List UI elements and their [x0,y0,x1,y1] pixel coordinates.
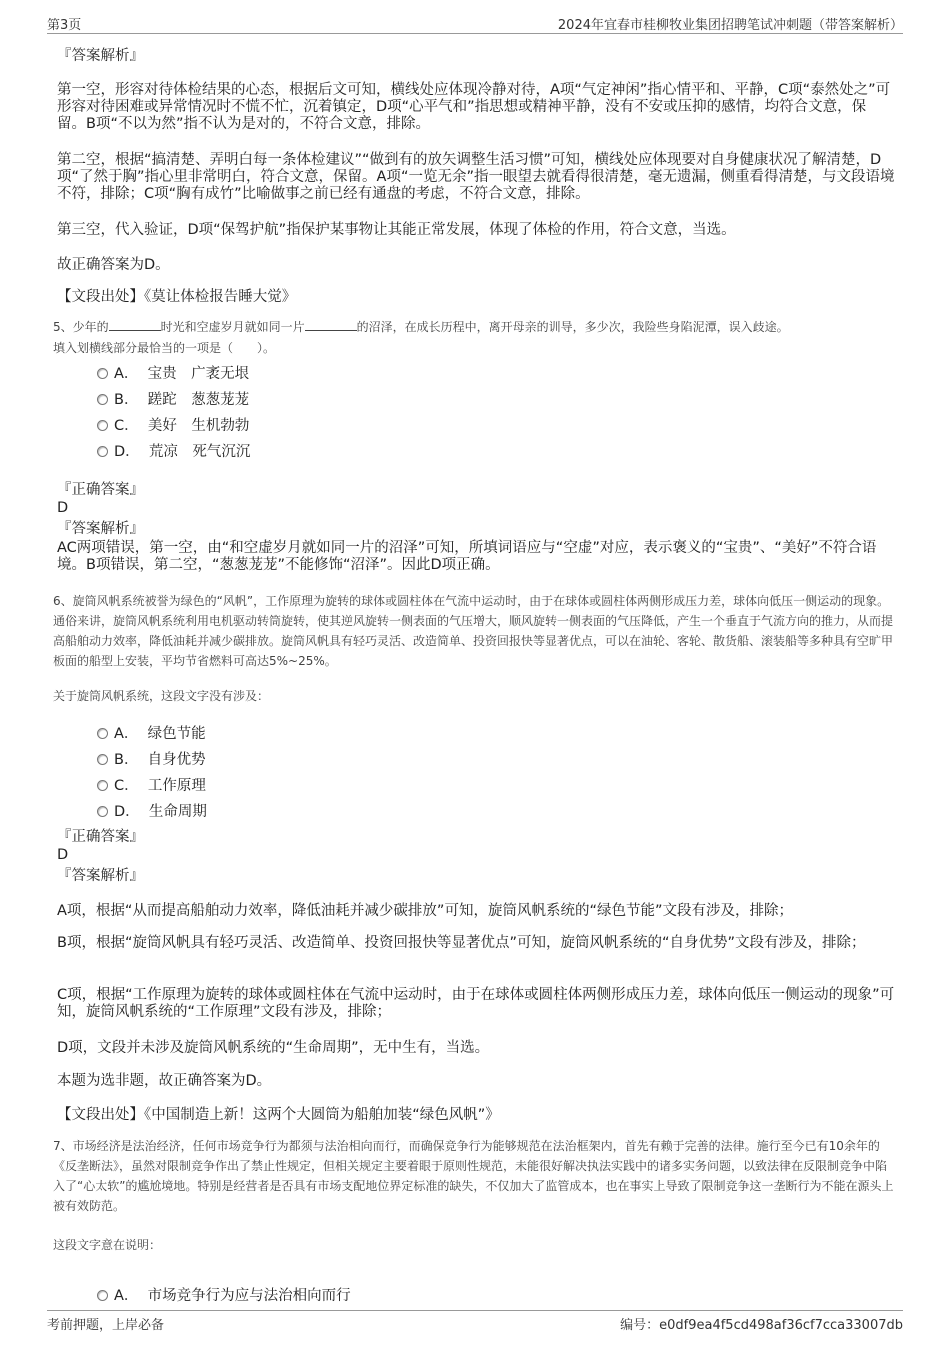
radio-icon[interactable] [97,446,108,457]
footer-divider [47,1310,903,1311]
q6-option-d[interactable]: D． 生命周期 [97,800,207,821]
document-title: 2024年宜春市桂柳牧业集团招聘笔试冲刺题（带答案解析） [557,18,903,33]
q4-analysis-label: 『答案解析』 [57,48,144,64]
q6-analysis-d: D项，文段并未涉及旋筒风帆系统的“生命周期”，无中生有，当选。 [57,1040,490,1056]
q6-analysis-a: A项，根据“从而提高船舶动力效率，降低油耗并减少碳排放”可知，旋筒风帆系统的“绿色节能”文段有涉及，排除； [57,903,793,919]
q6-analysis-c: C项，根据“工作原理为旋转的球体或圆柱体在气流中运动时，由于在球体或圆柱体两侧形成压力差，球体向低压一侧运动的现象”可知，旋筒风帆系统的“工作原理”文段有涉及，排除； [57,987,895,1020]
q5-option-d[interactable]: D． 荒凉 死气沉沉 [97,440,250,461]
q5-answer-label: 『正确答案』 [57,482,144,498]
radio-icon[interactable] [97,1290,108,1301]
footer-slogan: 考前押题，上岸必备 [47,1318,165,1333]
q6-conclusion: 本题为选非题，故正确答案为D。 [57,1073,272,1089]
q4-conclusion: 故正确答案为D。 [57,257,170,273]
q7-question: 这段文字意在说明： [53,1238,162,1252]
q4-analysis-para2: 第二空，根据“搞清楚、弄明白每一条体检建议”“做到有的放矢调整生活习惯”可知，横线处应体现要对自身健康状况了解清楚，D项“了然于胸”指心里非常明白，符合文意，保留。A项“一览无余”指一眼望去就看得很清楚，毫无遗漏，侧重看得清楚，与文段语境不符，排除；C项“胸有成竹”比喻做事之前已经有通盘的考虑，不符合文意，排除。 [57,152,895,202]
q5-blank-2 [305,318,357,331]
q7-stem: 7、市场经济是法治经济，任何市场竞争行为都须与法治相向而行，而确保竞争行为能够规范在法治框架内，首先有赖于完善的法律。施行至今已有10余年的《反垄断法》，虽然对限制竞争作出了禁止性规定，但相关规定主要着眼于原则性规范，未能很好解决执法实践中的诸多实务问题，以致法律在反限制竞争中陷入了“心太软”的尴尬境地。特别是经营者是否具有市场支配地位界定标准的缺失，不仅加大了监管成本，也在事实上导致了限制竞争这一垄断行为不能在源头上被有效防范。 [53,1139,894,1213]
header-divider [47,33,903,34]
q6-option-b[interactable]: B． 自身优势 [97,748,206,769]
radio-icon[interactable] [97,394,108,405]
q6-analysis-b: B项，根据“旋筒风帆具有轻巧灵活、改造简单、投资回报快等显著优点”可知，旋筒风帆系统的“自身优势”文段有涉及，排除； [57,935,866,951]
q6-source: 【文段出处】《中国制造上新！这两个大圆筒为船舶加装“绿色风帆”》 [57,1107,500,1123]
q6-option-a[interactable]: A． 绿色节能 [97,722,206,743]
q5-analysis: AC两项错误，第一空，由“和空虚岁月就如同一片的沼泽”可知，所填词语应与“空虚”对应，表示褒义的“宝贵”、“美好”不符合语境。B项错误，第二空，“葱葱茏茏”不能修饰“沼泽”。因此D项正确。 [57,540,877,573]
footer-serial: 编号：e0df9ea4f5cd498af36cf7cca33007db [620,1318,903,1333]
radio-icon[interactable] [97,754,108,765]
q5-analysis-label: 『答案解析』 [57,521,144,537]
q5-stem-prefix: 5、少年的 [53,320,109,334]
radio-icon[interactable] [97,420,108,431]
q5-instruction: 填入划横线部分最恰当的一项是（ ）。 [53,341,276,355]
q5-answer: D [57,500,69,516]
radio-icon[interactable] [97,368,108,379]
q5-stem [53,317,895,337]
q6-stem: 6、旋筒风帆系统被誉为绿色的“风帆”，工作原理为旋转的球体或圆柱体在气流中运动时，由于在球体或圆柱体两侧形成压力差，球体向低压一侧运动的现象。通俗来讲，旋筒风帆系统利用电机驱动转筒旋转，使其逆风旋转一侧表面的气压增大，顺风旋转一侧表面的气压降低，产生一个垂直于气流方向的推力，从而提高船舶动力效率，降低油耗并减少碳排放。旋筒风帆具有轻巧灵活、改造简单、投资回报快等显著优点，可以在油轮、客轮、散货船、滚装船等多种具有空旷甲板面的船型上安装，平均节省燃料可高达5%~25%。 [53,594,894,668]
q6-option-c[interactable]: C． 工作原理 [97,774,206,795]
q4-source: 【文段出处】《莫让体检报告睡大觉》 [57,289,297,305]
q7-option-a[interactable]: A． 市场竞争行为应与法治相向而行 [97,1284,351,1305]
q4-analysis-para3: 第三空，代入验证，D项“保驾护航”指保护某事物让其能正常发展，体现了体检的作用，符合文意，当选。 [57,222,736,238]
q5-stem-suffix: 的沼泽，在成长历程中，离开母亲的训导，多少次，我险些身陷泥潭，误入歧途。 [356,320,789,334]
q5-stem-mid: 时光和空虚岁月就如同一片 [160,320,305,334]
q5-option-b[interactable]: B． 蹉跎 葱葱茏茏 [97,388,249,409]
page-number: 第3页 [47,18,82,33]
q4-analysis-para1: 第一空，形容对待体检结果的心态，根据后文可知，横线处应体现冷静对待，A项“气定神闲”指心情平和、平静，C项“泰然处之”可形容对待困难或异常情况时不慌不忙，沉着镇定，D项“心平气和”指思想或精神平静，没有不安或压抑的感情，均符合文意，保留。B项“不以为然”指不认为是对的，不符合文意，排除。 [57,82,891,132]
q6-answer: D [57,847,69,863]
radio-icon[interactable] [97,728,108,739]
q5-option-a[interactable]: A． 宝贵 广袤无垠 [97,362,249,383]
q6-answer-label: 『正确答案』 [57,829,144,845]
q5-blank-1 [109,318,161,331]
q5-option-c[interactable]: C． 美好 生机勃勃 [97,414,249,435]
q6-analysis-label: 『答案解析』 [57,868,144,884]
q6-question: 关于旋筒风帆系统，这段文字没有涉及： [53,689,270,703]
radio-icon[interactable] [97,780,108,791]
radio-icon[interactable] [97,806,108,817]
